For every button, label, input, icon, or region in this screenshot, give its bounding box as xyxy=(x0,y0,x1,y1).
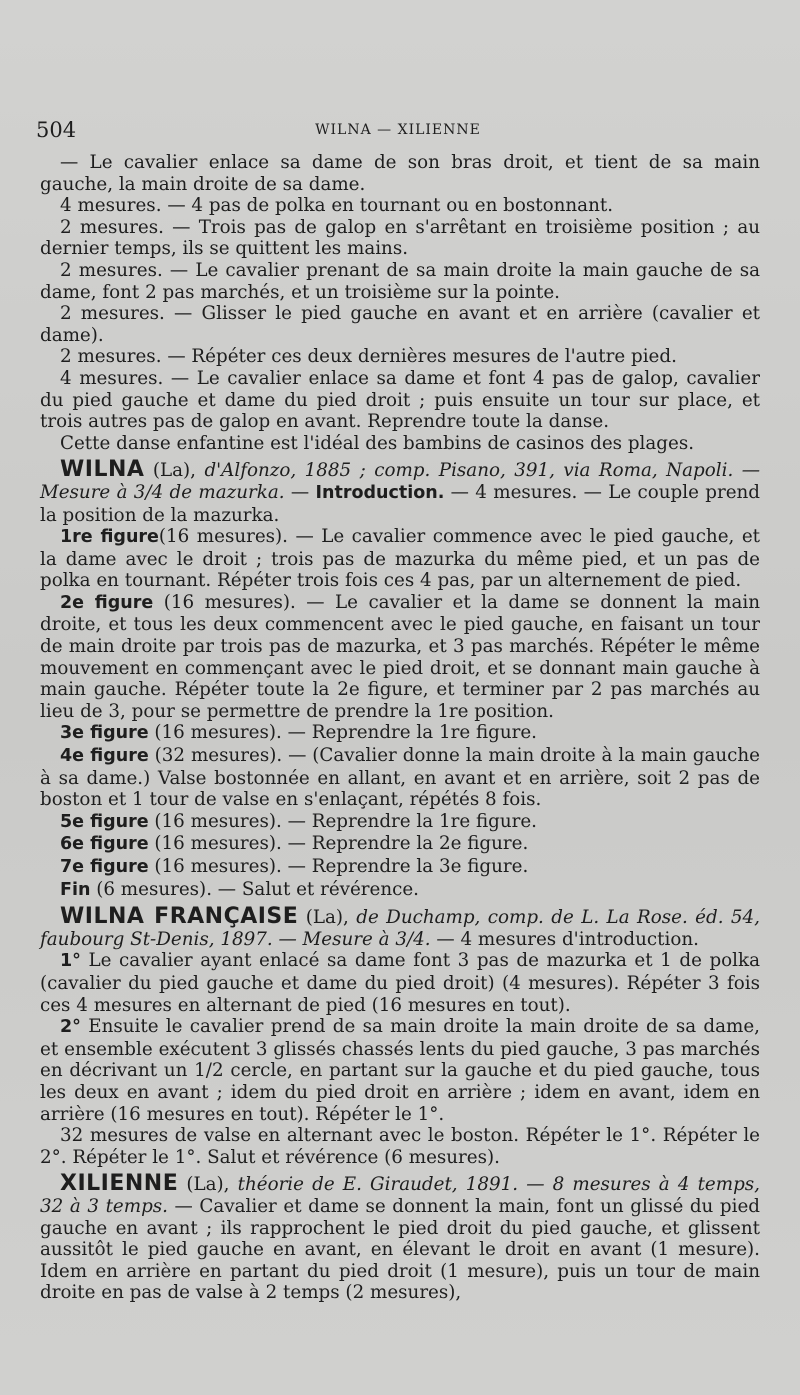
running-head: WILNA — XILIENNE xyxy=(315,122,481,138)
page-body xyxy=(40,152,760,1304)
figure-text: (16 mesures). — Le cavalier et la dame se donnent la main droite, et tous les deux commencent avec le pied gauche, en faisant un tour de main droite par trois pas de mazurka, et 3 pas marchés. Répéter le même mouvement en commençant avec le pied droit, et se donnant main gauche à main gauche. Répéter toute la 2e figure, et terminer par 2 pas marchés au lieu de 3, pour se permettre de prendre la 1re position. xyxy=(40,591,761,722)
paragraph: 2 mesures. — Répéter ces deux dernières mesures de l'autre pied. xyxy=(60,346,677,368)
entry-xilienne xyxy=(40,1173,760,1304)
entry-wilna-francaise xyxy=(40,906,760,950)
figure-text: (16 mesures). — Reprendre la 3e figure. xyxy=(148,856,529,877)
paragraph: 4 mesures. — 4 pas de polka en tournant ou en bostonnant. xyxy=(60,195,614,217)
entry-headword: WILNA xyxy=(60,457,145,483)
entry-headword: XILIENNE xyxy=(60,1171,179,1197)
figure-text: (6 mesures). — Salut et révérence. xyxy=(90,878,419,900)
figure-label: 3e figure xyxy=(60,723,149,744)
entry-source: d'Alfonzo, 1885 ; comp. Pisano, 391, via Roma, Napoli. — Mesure à 3/4 de mazurka. xyxy=(40,460,760,503)
figure-label: 4e figure xyxy=(60,746,149,767)
figure-text: (16 mesures). — Le cavalier commence avec le pied gauche, et la dame avec le droit ; trois pas de mazurka du même pied, et un pas de polka en tournant. Répéter trois fois ces 4 pas, par un alternement de pied. xyxy=(40,526,760,592)
numbered-paragraph xyxy=(40,950,760,1016)
number-label: 1° xyxy=(60,951,81,972)
figure-text: (16 mesures). — Reprendre la 1re figure. xyxy=(148,810,537,832)
figure-label: 1re figure xyxy=(60,527,159,548)
paragraph: — Le cavalier enlace sa dame de son bras droit, et tient de sa main gauche, la main droite de sa dame. xyxy=(40,152,760,195)
entry-source: de Duchamp, comp. de L. La Rose. éd. 54, faubourg St-Denis, 1897. — Mesure à 3/4. xyxy=(40,907,760,950)
separator: — xyxy=(284,481,316,503)
entry-article: (La), xyxy=(298,907,357,929)
number-label: 2° xyxy=(60,1017,81,1038)
figure-paragraph xyxy=(40,745,760,811)
entry-text: — 4 mesures d'introduction. xyxy=(430,928,699,950)
figure-text: (32 mesures). — (Cavalier donne la main droite à la main gauche à sa dame.) Valse bostonnée en allant, en avant et en arrière, soit 2 pas de boston et 1 tour de valse en s'enlaçant, répétés 8 fois. xyxy=(40,745,761,811)
entry-headword: WILNA FRANÇAISE xyxy=(60,904,299,930)
figure-text: — 4 mesures. — Le couple prend la position de la mazurka. xyxy=(40,481,760,526)
paragraph: 2 mesures. — Le cavalier prenant de sa main droite la main gauche de sa dame, font 2 pas marchés, et un troisième sur la pointe. xyxy=(40,259,760,303)
numbered-paragraph xyxy=(40,1016,760,1125)
figure-label: 6e figure xyxy=(60,834,149,855)
numbered-text: Le cavalier ayant enlacé sa dame font 3 pas de mazurka et 1 de polka (cavalier du pied gauche et dame du pied droit) (4 mesures). Répéter 3 fois ces 4 mesures en alternant de pied (16 mesures en tout). xyxy=(40,950,760,1016)
page-number: 504 xyxy=(36,118,77,142)
paragraph: 32 mesures de valse en alternant avec le boston. Répéter le 1°. Répéter le 2°. Répéter le 1°. Salut et révérence (6 mesures). xyxy=(40,1125,760,1168)
entry-article: (La), xyxy=(144,460,205,482)
figure-paragraph xyxy=(40,811,760,834)
figure-paragraph xyxy=(40,833,760,856)
figure-paragraph xyxy=(40,722,760,745)
entry-article: (La), xyxy=(178,1174,238,1196)
paragraph: 2 mesures. — Trois pas de galop en s'arrêtant en troisième position ; au dernier temps, ils se quittent les mains. xyxy=(40,216,760,260)
figure-label: Introduction. xyxy=(315,482,445,503)
paragraph: 4 mesures. — Le cavalier enlace sa dame et font 4 pas de galop, cavalier du pied gauche et dame du pied droit ; puis ensuite un tour sur place, et trois autres pas de galop en avant. Reprendre toute la danse. xyxy=(40,367,760,433)
entry-text: — Cavalier et dame se donnent la main, font un glissé du pied gauche en avant ; ils rapprochent le pied droit du pied gauche, et glissent aussitôt le pied gauche en avant, en élevant le droit en avant (1 mesure). Idem en arrière en partant du pied droit (1 mesure), puis un tour de main droite en pas de valse à 2 temps (2 mesures), xyxy=(40,1195,760,1304)
figure-label: 5e figure xyxy=(60,811,149,832)
figure-text: (16 mesures). — Reprendre la 2e figure. xyxy=(148,833,529,855)
numbered-text: Ensuite le cavalier prend de sa main droite la main droite de sa dame, et ensemble exécutent 3 glissés chassés lents du pied gauche, 3 pas marchés en décrivant un 1/2 cercle, en partant sur la gauche et du pied gauche, tous les deux en avant ; idem du pied droit en arrière ; idem en avant, idem en arrière (16 mesures en tout). Répéter le 1°. xyxy=(40,1016,760,1125)
figure-paragraph xyxy=(40,592,760,723)
figure-text: (16 mesures). — Reprendre la 1re figure. xyxy=(148,722,537,744)
figure-paragraph xyxy=(40,879,760,902)
figure-label: 7e figure xyxy=(60,857,149,877)
figure-paragraph xyxy=(40,526,760,592)
entry-source: théorie de E. Giraudet, 1891. — 8 mesures à 4 temps, 32 à 3 temps. xyxy=(40,1174,760,1217)
page-header xyxy=(36,118,760,146)
entry-wilna xyxy=(40,459,760,526)
figure-label: Fin xyxy=(60,879,91,900)
figure-label: 2e figure xyxy=(60,592,154,613)
paragraph: 2 mesures. — Glisser le pied gauche en avant et en arrière (cavalier et dame). xyxy=(40,303,760,346)
figure-paragraph xyxy=(40,856,760,879)
paragraph: Cette danse enfantine est l'idéal des bambins de casinos des plages. xyxy=(60,432,695,454)
